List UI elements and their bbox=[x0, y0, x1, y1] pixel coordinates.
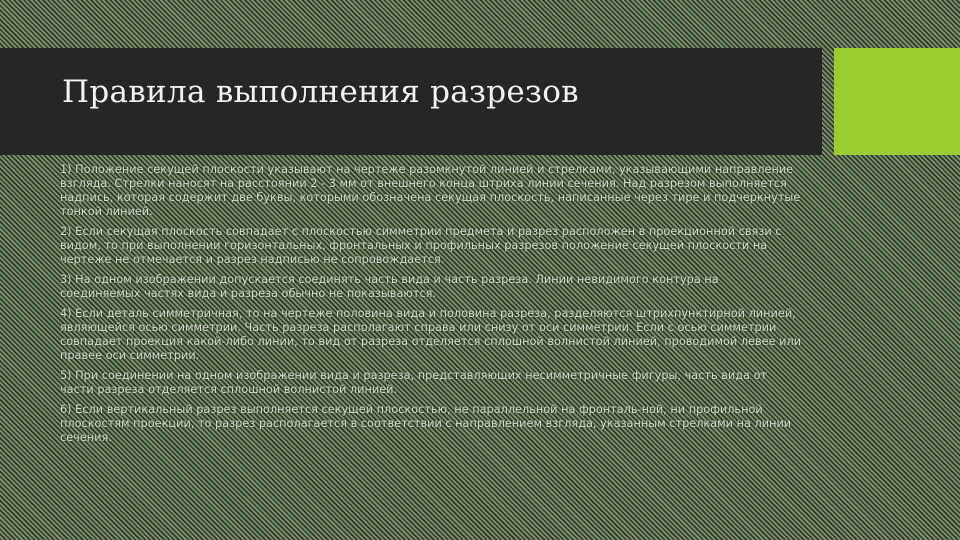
slide-content bbox=[60, 163, 802, 451]
accent-block bbox=[834, 48, 960, 155]
rule-paragraph-4: 4) Если деталь симметричная, то на чертеже половина вида и половина разреза, разделяются штрихпунктирной линией, являющейся осью симметрии. Часть разреза располагают справа или снизу от оси симметрии. Если с осью симметрии совпадает проекция какой-либо линии, то вид от разреза отделяется сплошной волнистой линией, проводимой левее или правее оси симметрии. bbox=[60, 307, 802, 362]
rule-paragraph-5: 5) При соединении на одном изображении вида и разреза, представляющих несимметричные фигуры, часть вида от части разреза отделяется сплошной волнистой линией. bbox=[60, 369, 768, 396]
title-bar bbox=[0, 48, 822, 155]
rule-paragraph-3: 3) На одном изображении допускается соединять часть вида и часть разреза. Линии невидимого контура на соединяемых частях вида и разреза обычно не показываются. bbox=[60, 273, 719, 300]
rule-paragraph-1: 1) Положение секущей плоскости указывают на чертеже разомкнутой линией и стрелками, указывающими направление взгляда. Стрелки наносят на расстоянии 2 - 3 мм от внешнего конца штриха линии сечения. Над разрезом выполняется надпись, которая содержит две буквы, которыми обозначена секущая плоскость, написанные через тире и подчеркнутые тонкой линией. bbox=[60, 163, 801, 218]
rule-paragraph-6: 6) Если вертикальный разрез выполняется секущей плоскостью, не параллельной на фронталь-ной, ни профильной плоскостям проекции, то разрез располагается в соответствии с направлением взгляда, указанным стрелками на линии сечения. bbox=[60, 403, 792, 444]
rule-paragraph-2: 2) Если секущая плоскость совпадает с плоскостью симметрии предмета и разрез расположен в проекционной связи с видом, то при выполнении горизонтальных, фронтальных и профильных разрезов положение секущей плоскости на чертеже не отмечается и разрез надписью не сопровождается. bbox=[60, 225, 782, 266]
slide-title: Правила выполнения разрезов bbox=[62, 74, 579, 110]
